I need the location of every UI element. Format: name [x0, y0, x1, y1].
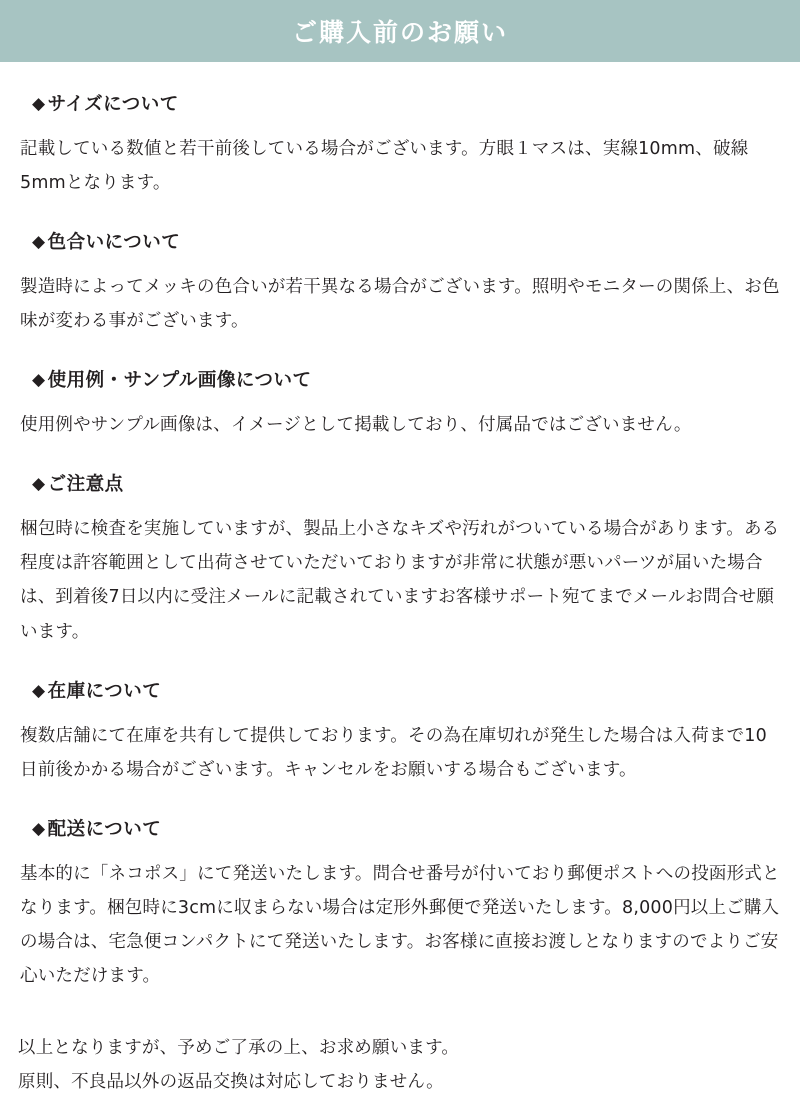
- section-body: 記載している数値と若干前後している場合がございます。方眼１マスは、実線10mm、破線5mmとなります。: [20, 138, 749, 194]
- section-heading: [32, 472, 782, 498]
- section-heading: [32, 817, 782, 843]
- section-cautions: [18, 472, 782, 648]
- section-shipping: [18, 817, 782, 993]
- closing-line-1: 以上となりますが、予めご了承の上、お求め願います。: [18, 1038, 460, 1059]
- diamond-bullet-icon: ◆: [32, 474, 46, 495]
- section-heading-label: 色合いについて: [47, 232, 181, 254]
- section-heading: [32, 230, 782, 256]
- section-body: 製造時によってメッキの色合いが若干異なる場合がございます。照明やモニターの関係上、お色味が変わる事がございます。: [20, 277, 780, 332]
- closing-line-2: 原則、不良品以外の返品交換は対応しておりません。: [18, 1072, 444, 1093]
- page-header: [0, 0, 800, 62]
- section-body: 基本的に「ネコポス」にて発送いたします。問合せ番号が付いており郵便ポストへの投函形式となります。梱包時に3cmに収まらない場合は定形外郵便で発送いたします。8,000円以上ご購入の場合は、宅急便コンパクトにて発送いたします。お客様に直接お渡しとなりますのでよりご安心いただけます。: [20, 863, 780, 987]
- section-heading-label: ご注意点: [47, 474, 124, 496]
- section-sample-images: [18, 368, 782, 442]
- section-heading: [32, 368, 782, 394]
- notice-content: [0, 92, 800, 1109]
- diamond-bullet-icon: ◆: [32, 680, 46, 701]
- section-heading-label: サイズについて: [47, 94, 179, 115]
- section-body: 梱包時に検査を実施していますが、製品上小さなキズや汚れがついている場合があります。ある程度は許容範囲として出荷させていただいておりますが非常に状態が悪いパーツが届いた場合は、到着後7日以内に受注メールに記載されていますお客様サポート宛てまでメールお問合せ願います。: [20, 519, 780, 642]
- diamond-bullet-icon: ◆: [32, 232, 46, 253]
- page-title: ご購入前のお願い: [291, 18, 508, 47]
- diamond-bullet-icon: ◆: [32, 818, 46, 839]
- section-body: 使用例やサンプル画像は、イメージとして掲載しており、付属品ではございません。: [20, 415, 692, 436]
- section-heading: [32, 679, 782, 705]
- section-heading-label: 在庫について: [47, 680, 162, 702]
- section-size: [18, 92, 782, 200]
- diamond-bullet-icon: ◆: [32, 370, 46, 391]
- section-stock: [18, 679, 782, 787]
- section-color: [18, 230, 782, 338]
- section-heading: [32, 92, 782, 118]
- closing-note: [18, 1031, 782, 1099]
- diamond-bullet-icon: ◆: [32, 94, 46, 114]
- section-heading-label: 配送について: [47, 818, 162, 840]
- section-heading-label: 使用例・サンプル画像について: [47, 370, 312, 392]
- section-body: 複数店舗にて在庫を共有して提供しております。その為在庫切れが発生した場合は入荷まで10日前後かかる場合がございます。キャンセルをお願いする場合もございます。: [20, 725, 767, 780]
